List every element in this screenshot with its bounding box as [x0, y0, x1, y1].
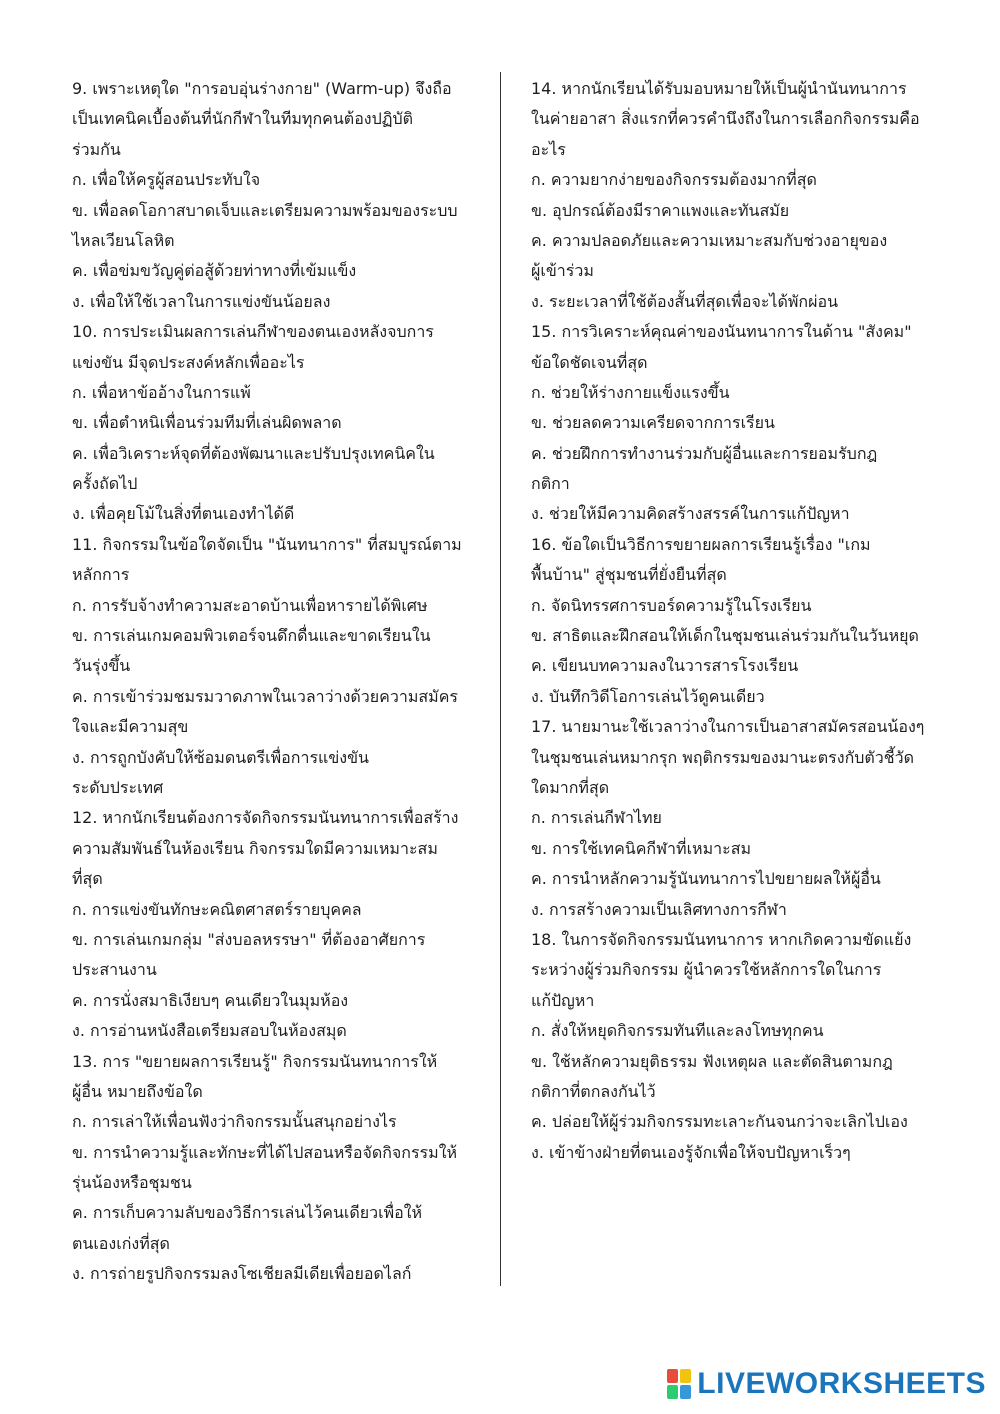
question-text-line: ค. เพื่อข่มขวัญคู่ต่อสู้ด้วยท่าทางที่เข้มแข็ง	[72, 261, 357, 281]
question-text-line: ข. ใช้หลักความยุติธรรม ฟังเหตุผล และตัดสินตามกฎ	[531, 1051, 893, 1071]
question-text-line: ร่วมกัน	[72, 139, 121, 159]
question-text-line: ก. ความยากง่ายของกิจกรรมต้องมากที่สุด	[531, 170, 817, 190]
question-text-line: 15. การวิเคราะห์คุณค่าของนันทนาการในด้าน "สังคม"	[531, 322, 912, 342]
question-text-line: แข่งขัน มีจุดประสงค์หลักเพื่ออะไร	[72, 352, 305, 372]
question-text-line: ข. การเล่นเกมกลุ่ม "ส่งบอลหรรษา" ที่ต้องอาศัยการ	[72, 929, 426, 949]
question-text-line: ใจและมีความสุข	[72, 717, 189, 737]
question-text-line: ข. การเล่นเกมคอมพิวเตอร์จนดึกดื่นและขาดเรียนใน	[72, 626, 431, 646]
question-text-line: ค. เพื่อวิเคราะห์จุดที่ต้องพัฒนาและปรับปรุงเทคนิคใน	[72, 443, 435, 463]
question-text-line: ข. ช่วยลดความเครียดจากการเรียน	[531, 413, 775, 433]
liveworksheets-brand	[667, 1366, 986, 1402]
question-text-line: ค. การเข้าร่วมชมรมวาดภาพในเวลาว่างด้วยความสมัคร	[72, 686, 458, 706]
question-text-line: ค. การนั่งสมาธิเงียบๆ คนเดียวในมุมห้อง	[72, 990, 349, 1010]
question-text-line: ข. เพื่อลดโอกาสบาดเจ็บและเตรียมความพร้อมของระบบ	[72, 200, 458, 220]
question-text-line: ในชุมชนเล่นหมากรุก พฤติกรรมของมานะตรงกับตัวชี้วัด	[531, 747, 915, 767]
question-text-line: ข. การใช้เทคนิคกีฬาที่เหมาะสม	[531, 838, 752, 858]
question-text-line: 11. กิจกรรมในข้อใดจัดเป็น "นันทนาการ" ที่สมบูรณ์ตาม	[72, 534, 462, 554]
left-question-column	[72, 74, 502, 1290]
question-text-line: ค. ปล่อยให้ผู้ร่วมกิจกรรมทะเลาะกันจนกว่าจะเลิกไปเอง	[531, 1112, 908, 1132]
question-text-line: ระดับประเทศ	[72, 777, 164, 797]
question-text-line: ง. เข้าข้างฝ่ายที่ตนเองรู้จักเพื่อให้จบปัญหาเร็วๆ	[531, 1142, 851, 1162]
column-divider	[500, 72, 501, 1286]
question-text-line: 12. หากนักเรียนต้องการจัดกิจกรรมนันทนาการเพื่อสร้าง	[72, 808, 459, 828]
question-text-line: ข. อุปกรณ์ต้องมีราคาแพงและทันสมัย	[531, 200, 790, 220]
question-text-line: ข้อใดชัดเจนที่สุด	[531, 352, 648, 372]
question-text-line: 17. นายมานะใช้เวลาว่างในการเป็นอาสาสมัครสอนน้องๆ	[531, 717, 925, 737]
question-text-line: ง. เพื่อคุยโม้ในสิ่งที่ตนเองทำได้ดี	[72, 504, 295, 524]
question-text-line: วันรุ่งขึ้น	[72, 656, 131, 676]
question-text-line: ระหว่างผู้ร่วมกิจกรรม ผู้นำควรใช้หลักการใดในการ	[531, 960, 882, 980]
question-text-line: ค. เขียนบทความลงในวารสารโรงเรียน	[531, 656, 799, 676]
question-text-line: ผู้เข้าร่วม	[531, 261, 594, 281]
question-text-line: ไหลเวียนโลหิต	[72, 230, 175, 250]
question-text-line: ก. เพื่อให้ครูผู้สอนประทับใจ	[72, 170, 261, 190]
question-text-line: ข. เพื่อตำหนิเพื่อนร่วมทีมที่เล่นผิดพลาด	[72, 413, 342, 433]
question-text-line: ค. การเก็บความลับของวิธีการเล่นไว้คนเดียวเพื่อให้	[72, 1203, 423, 1223]
question-text-line: ค. ช่วยฝึกการทำงานร่วมกับผู้อื่นและการยอมรับกฎ	[531, 443, 878, 463]
question-text-line: 10. การประเมินผลการเล่นกีฬาของตนเองหลังจบการ	[72, 322, 434, 342]
question-text-line: ก. การรับจ้างทำความสะอาดบ้านเพื่อหารายได้พิเศษ	[72, 595, 428, 615]
question-text-line: ครั้งถัดไป	[72, 474, 138, 494]
question-text-line: ง. การถูกบังคับให้ซ้อมดนตรีเพื่อการแข่งขัน	[72, 747, 369, 767]
question-text-line: กติกาที่ตกลงกันไว้	[531, 1081, 656, 1101]
question-text-line: ผู้อื่น หมายถึงข้อใด	[72, 1081, 203, 1101]
question-text-line: 13. การ "ขยายผลการเรียนรู้" กิจกรรมนันทนาการให้	[72, 1051, 438, 1071]
question-text-line: ก. ช่วยให้ร่างกายแข็งแรงขึ้น	[531, 382, 730, 402]
question-text-line: ข. การนำความรู้และทักษะที่ได้ไปสอนหรือจัดกิจกรรมให้	[72, 1142, 458, 1162]
question-text-line: กติกา	[531, 474, 570, 494]
question-text-line: ใดมากที่สุด	[531, 777, 610, 797]
question-text-line: ก. เพื่อหาข้ออ้างในการแพ้	[72, 382, 251, 402]
question-text-line: ก. การเล่าให้เพื่อนฟังว่ากิจกรรมนั้นสนุกอย่างไร	[72, 1112, 397, 1132]
question-text-line: 14. หากนักเรียนได้รับมอบหมายให้เป็นผู้นำนันทนาการ	[531, 79, 907, 98]
question-text-line: ความสัมพันธ์ในห้องเรียน กิจกรรมใดมีความเหมาะสม	[72, 838, 438, 858]
question-text-line: หลักการ	[72, 565, 130, 585]
question-text-line: ง. ระยะเวลาที่ใช้ต้องสั้นที่สุดเพื่อจะได้พักผ่อน	[531, 291, 839, 311]
question-text-line: 16. ข้อใดเป็นวิธีการขยายผลการเรียนรู้เรื่อง "เกม	[531, 534, 871, 554]
question-text-line: แก้ปัญหา	[531, 990, 595, 1010]
question-text-line: ค. ความปลอดภัยและความเหมาะสมกับช่วงอายุของ	[531, 230, 888, 250]
question-text-line: อะไร	[531, 139, 566, 159]
question-text-line: ก. จัดนิทรรศการบอร์ดความรู้ในโรงเรียน	[531, 595, 812, 615]
question-text-line: ที่สุด	[72, 869, 103, 889]
question-text-line: ก. สั่งให้หยุดกิจกรรมทันทีและลงโทษทุกคน	[531, 1021, 824, 1041]
question-text-line: ในค่ายอาสา สิ่งแรกที่ควรคำนึงถึงในการเลือกกิจกรรมคือ	[531, 109, 920, 129]
brand-name: LIVEWORKSHEETS	[697, 1367, 986, 1400]
question-text-line: ก. การแข่งขันทักษะคณิตศาสตร์รายบุคคล	[72, 899, 362, 919]
question-text-line: ง. การอ่านหนังสือเตรียมสอบในห้องสมุด	[72, 1021, 347, 1041]
question-text-line: 18. ในการจัดกิจกรรมนันทนาการ หากเกิดความขัดแย้ง	[531, 929, 912, 949]
question-text-line: พื้นบ้าน" สู่ชุมชนที่ยั่งยืนที่สุด	[531, 565, 727, 585]
question-text-line: ง. ช่วยให้มีความคิดสร้างสรรค์ในการแก้ปัญหา	[531, 504, 850, 524]
liveworksheets-logo-icon	[667, 1369, 691, 1399]
question-text-line: ข. สาธิตและฝึกสอนให้เด็กในชุมชนเล่นร่วมกันในวันหยุด	[531, 626, 919, 646]
question-text-line: ก. การเล่นกีฬาไทย	[531, 808, 662, 828]
question-text-line: ประสานงาน	[72, 960, 157, 980]
question-text-line: ง. เพื่อให้ใช้เวลาในการแข่งขันน้อยลง	[72, 291, 331, 311]
question-text-line: ค. การนำหลักความรู้นันทนาการไปขยายผลให้ผู้อื่น	[531, 869, 881, 889]
question-text-line: ง. การถ่ายรูปกิจกรรมลงโซเชียลมีเดียเพื่อยอดไลก์	[72, 1264, 412, 1284]
question-text-line: 9. เพราะเหตุใด "การอบอุ่นร่างกาย" (Warm-up) จึงถือ	[72, 79, 452, 98]
question-text-line: ง. บันทึกวิดีโอการเล่นไว้ดูคนเดียว	[531, 686, 765, 706]
question-text-line: รุ่นน้องหรือชุมชน	[72, 1173, 192, 1193]
question-text-line: เป็นเทคนิคเบื้องต้นที่นักกีฬาในทีมทุกคนต้องปฏิบัติ	[72, 109, 414, 129]
question-text-line: ตนเองเก่งที่สุด	[72, 1233, 170, 1253]
question-text-line: ง. การสร้างความเป็นเลิศทางการกีฬา	[531, 899, 787, 919]
right-question-column	[531, 74, 951, 1168]
